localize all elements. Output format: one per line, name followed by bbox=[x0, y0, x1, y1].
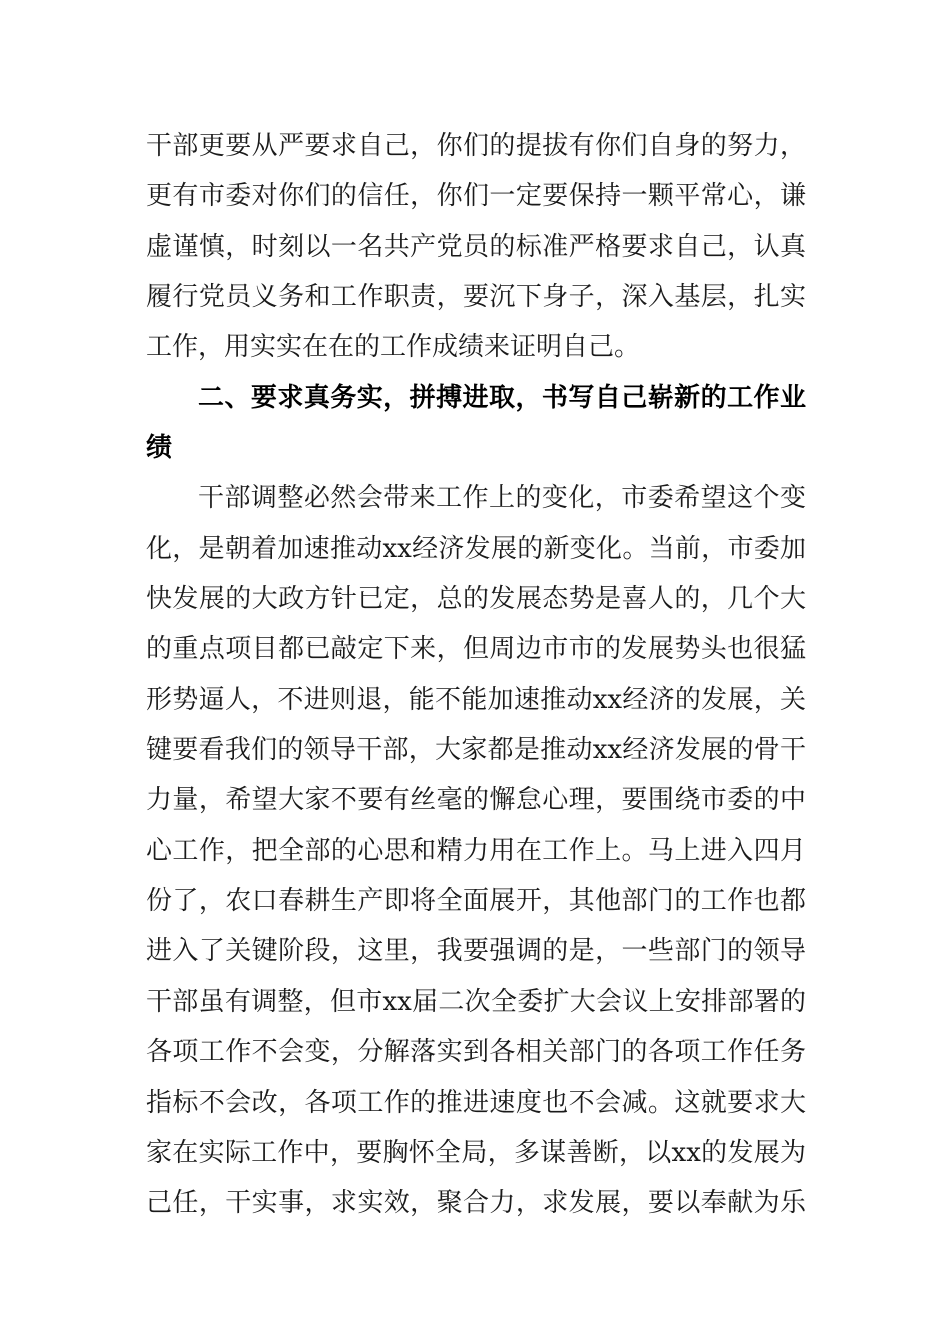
section-heading: 绩 bbox=[146, 433, 173, 463]
paragraph-line: 形势逼人，不进则退，能不能加速推动xx经济的发展，关 bbox=[146, 685, 806, 715]
paragraph-line: 心工作，把全部的心思和精力用在工作上。马上进入四月 bbox=[146, 836, 806, 866]
paragraph-line: 快发展的大政方针已定，总的发展态势是喜人的，几个大 bbox=[146, 584, 806, 614]
paragraph-line: 更有市委对你们的信任，你们一定要保持一颗平常心，谦 bbox=[146, 181, 806, 211]
paragraph-line: 工作，用实实在在的工作成绩来证明自己。 bbox=[146, 332, 641, 362]
paragraph-line: 各项工作不会变，分解落实到各相关部门的各项工作任务 bbox=[146, 1037, 806, 1067]
section-heading: 二、要求真务实，拼搏进取，书写自己崭新的工作业 bbox=[198, 383, 806, 413]
paragraph-line: 键要看我们的领导干部，大家都是推动xx经济发展的骨干 bbox=[146, 735, 806, 765]
paragraph-line: 化，是朝着加速推动xx经济发展的新变化。当前，市委加 bbox=[146, 534, 806, 564]
paragraph-line: 干部更要从严要求自己，你们的提拔有你们自身的努力， bbox=[146, 131, 806, 161]
paragraph-line: 干部虽有调整，但市xx届二次全委扩大会议上安排部署的 bbox=[146, 987, 806, 1017]
paragraph-line: 虚谨慎，时刻以一名共产党员的标准严格要求自己，认真 bbox=[146, 232, 806, 262]
paragraph-line: 的重点项目都已敲定下来，但周边市市的发展势头也很猛 bbox=[146, 634, 806, 664]
paragraph-line: 进入了关键阶段，这里，我要强调的是，一些部门的领导 bbox=[146, 936, 806, 966]
paragraph-line: 家在实际工作中，要胸怀全局，多谋善断，以xx的发展为 bbox=[146, 1138, 806, 1168]
paragraph-line: 履行党员义务和工作职责，要沉下身子，深入基层，扎实 bbox=[146, 282, 806, 312]
paragraph-line: 己任，干实事，求实效，聚合力，求发展，要以奉献为乐 bbox=[146, 1188, 806, 1218]
paragraph-line: 干部调整必然会带来工作上的变化，市委希望这个变 bbox=[198, 483, 806, 513]
paragraph-line: 力量，希望大家不要有丝毫的懈怠心理，要围绕市委的中 bbox=[146, 785, 806, 815]
paragraph-line: 指标不会改，各项工作的推进速度也不会减。这就要求大 bbox=[146, 1088, 806, 1118]
paragraph-line: 份了，农口春耕生产即将全面展开，其他部门的工作也都 bbox=[146, 886, 806, 916]
